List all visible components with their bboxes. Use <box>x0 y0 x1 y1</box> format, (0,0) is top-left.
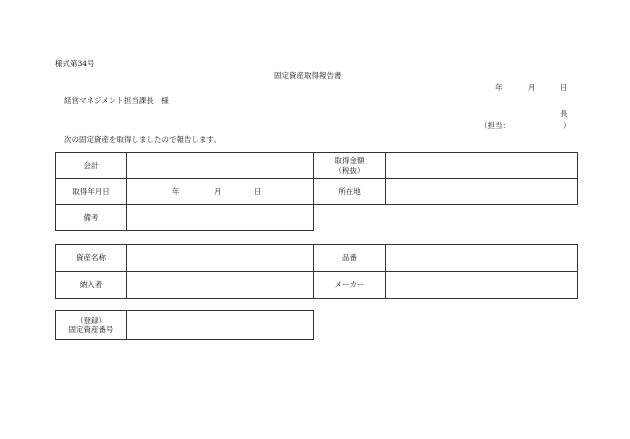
acq-year-label: 年 <box>172 187 180 196</box>
asset-number-label <box>56 311 127 340</box>
asset-number-label-line1: （登録） <box>76 315 106 325</box>
asset-number-field[interactable] <box>127 311 314 340</box>
amount-label-line2: （税抜） <box>334 165 365 175</box>
acquisition-amount-field[interactable] <box>386 153 578 179</box>
registration-table <box>55 310 314 340</box>
maker-field[interactable] <box>386 272 578 299</box>
date-year-label: 年 <box>495 83 503 92</box>
accounting-label: 会計 <box>56 153 127 179</box>
acq-day-label: 日 <box>254 187 262 196</box>
table-blank-area <box>314 205 578 231</box>
contact-open: （担当： <box>480 121 510 130</box>
sender-title: 長 <box>560 109 568 118</box>
addressee: 経営マネジメント担当課長 様 <box>64 96 169 105</box>
asset-number-label-line2: 固定資産番号 <box>68 325 114 334</box>
asset-name-field[interactable] <box>127 245 314 272</box>
date-month-label: 月 <box>528 83 536 92</box>
supplier-label: 納入者 <box>56 272 127 299</box>
intro-text: 次の固定資産を取得しましたので報告します。 <box>64 135 221 144</box>
location-label: 所在地 <box>314 179 386 205</box>
remarks-label: 備考 <box>56 205 127 231</box>
acq-month-label: 月 <box>214 187 222 196</box>
item-number-label: 品番 <box>314 245 386 272</box>
accounting-field[interactable] <box>127 153 314 179</box>
acquisition-amount-label <box>314 153 386 179</box>
asset-detail-table <box>55 244 578 299</box>
remarks-field[interactable] <box>127 205 314 231</box>
date-day-label: 日 <box>560 83 568 92</box>
item-number-field[interactable] <box>386 245 578 272</box>
acquisition-info-table <box>55 152 578 231</box>
acquisition-date-label: 取得年月日 <box>56 179 127 205</box>
supplier-field[interactable] <box>127 272 314 299</box>
maker-label: メーカー <box>314 272 386 299</box>
contact-close: ） <box>563 121 571 130</box>
amount-label-line1: 取得金額 <box>334 156 365 166</box>
form-number: 様式第34号 <box>55 59 95 68</box>
asset-name-label: 資産名称 <box>56 245 127 272</box>
acquisition-date-field[interactable] <box>127 179 314 205</box>
location-field[interactable] <box>386 179 578 205</box>
document-title: 固定資産取得報告書 <box>274 71 342 80</box>
